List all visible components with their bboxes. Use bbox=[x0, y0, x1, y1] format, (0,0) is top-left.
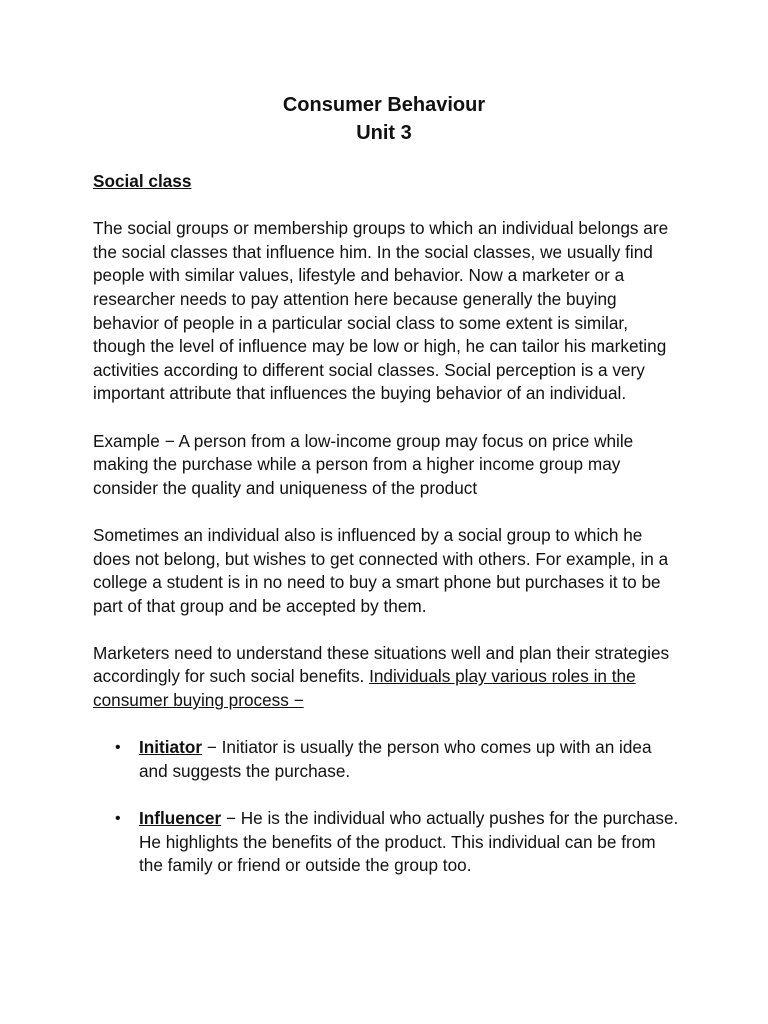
document-subtitle: Unit 3 bbox=[356, 122, 412, 144]
paragraph-influence: Sometimes an individual also is influenced by a social group to which he does not belong, but wishes to get connected with others. For example, in a college a student is in no need to buy a smart phone but purchases it to be part of that group and be accepted by them. bbox=[93, 524, 669, 616]
list-item bbox=[93, 736, 683, 783]
role-description: − He is the individual who actually pushes for the purchase. He highlights the benefits of the product. This individual can be from the family or friend or outside the group too. bbox=[139, 808, 679, 876]
bullet-icon: • bbox=[115, 810, 121, 828]
list-item bbox=[93, 807, 683, 878]
document-body bbox=[93, 170, 683, 901]
section-heading: Social class bbox=[93, 171, 192, 191]
role-term-initiator: Initiator bbox=[139, 737, 203, 758]
bullet-icon: • bbox=[115, 739, 121, 757]
role-description: − Initiator is usually the person who comes up with an idea and suggests the purchase. bbox=[139, 737, 652, 781]
marketers-underlined-text: Individuals play various roles in the consumer buying process − bbox=[93, 666, 636, 711]
roles-list bbox=[93, 736, 683, 878]
marketers-text: Marketers need to understand these situations well and plan their strategies accordingly for such social benefits. bbox=[93, 642, 670, 687]
paragraph-example: Example − A person from a low-income group may focus on price while making the purchase while a person from a higher income group may consider the quality and uniqueness of the product bbox=[93, 430, 634, 498]
document-title: Consumer Behaviour bbox=[282, 94, 486, 116]
role-term-influencer: Influencer bbox=[139, 808, 222, 829]
paragraph-social-groups: The social groups or membership groups to which an individual belongs are the social classes that influence him. In the social classes, we usually find people with similar values, lifestyle and behavior. Now a marketer or a researcher needs to pay attention here because generally the buying behavior of people in a particular social class to some extent is similar, though the level of influence may be low or high, he can tailor his marketing activities according to different social classes. Social perception is a very important attribute that influences the buying behavior of an individual. bbox=[93, 218, 669, 404]
paragraph-marketers bbox=[93, 642, 683, 713]
